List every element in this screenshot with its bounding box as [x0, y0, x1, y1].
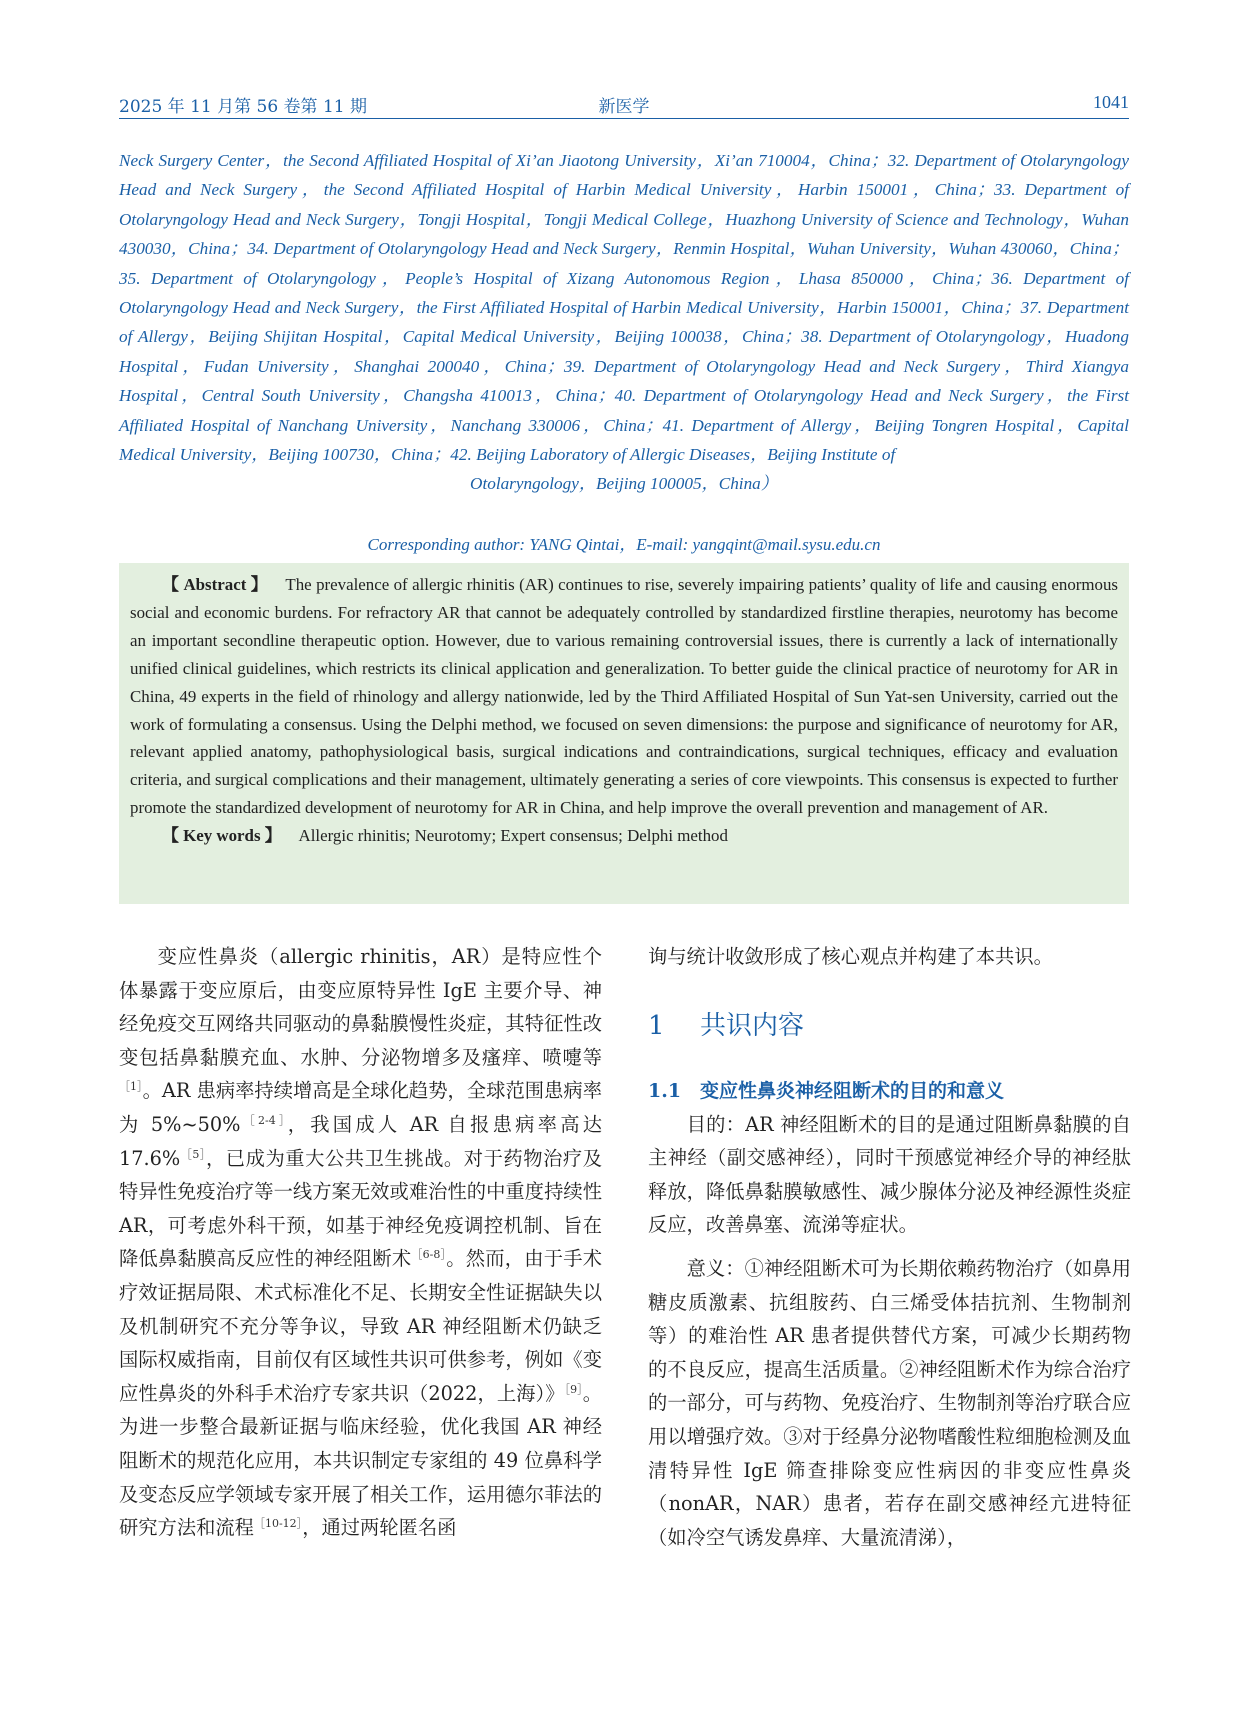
abstract-label: 【 Abstract 】	[162, 575, 268, 594]
abstract-box	[119, 563, 1129, 904]
subsection-title: 变应性鼻炎神经阻断术的目的和意义	[700, 1079, 1005, 1102]
subsection-number: 1.1	[648, 1079, 682, 1102]
significance-paragraph: 意义：①神经阻断术可为长期依赖药物治疗（如鼻用糖皮质激素、抗组胺药、白三烯受体拮抗剂、生物制剂等）的难治性 AR 患者提供替代方案，可减少长期药物的不良反应，提高生活质量。②神经阻断术作为综合治疗的一部分，可与药物、免疫治疗、生物制剂等治疗联合应用以增强疗效。③对于经鼻分泌物嗜酸性粒细胞检测及血清特异性 IgE 筛查排除变应性病因的非变应性鼻炎（nonAR，NAR）患者，若存在副交感神经亢进特征（如冷空气诱发鼻痒、大量流清涕），	[648, 1256, 1131, 1549]
subsection-heading	[648, 1074, 1131, 1108]
intro-text-4: ，已成为重大公共卫生挑战。对于药物治疗及特异性免疫治疗等一线方案无效或难治性的中重度持续性 AR，可考虑外科干预，如基于神经免疫调控机制、旨在降低鼻黏膜高反应性的神经阻断术	[119, 1146, 603, 1271]
affiliations-text: Neck Surgery Center，the Second Affiliated Hospital of Xi’an Jiaotong University，Xi’an 710004，China；32. Department of Otolaryngology Head and Neck Surgery，the Second Affiliated Hospital of Harbin Medical University，Harbin 150001，China；33. Department of Otolaryngology Head and Neck Surgery，Tongji Hospital，Tongji Medical College，Huazhong University of Science and Technology，Wuhan 430030，China；34. Department of Otolaryngology Head and Neck Surgery，Renmin Hospital，Wuhan University，Wuhan 430060，China；35. Department of Otolaryngology，People’s Hospital of Xizang Autonomous Region，Lhasa 850000，China；36. Department of Otolaryngology Head and Neck Surgery，the First Affiliated Hospital of Harbin Medical University，Harbin 150001，China；37. Department of Allergy，Beijing Shijitan Hospital，Capital Medical University，Beijing 100038，China；38. Department of Otolaryngology，Huadong Hospital，Fudan University，Shanghai 200040，China；39. Department of Otolaryngology Head and Neck Surgery，Third Xiangya Hospital，Central South University，Changsha 410013，China；40. Department of Otolaryngology Head and Neck Surgery，the First Affiliated Hospital of Nanchang University，Nanchang 330006，China；41. Department of Allergy，Beijing Tongren Hospital，Capital Medical University，Beijing 100730，China；42. Beijing Laboratory of Allergic Diseases，Beijing Institute of	[119, 151, 1129, 465]
intro-text-7: ，通过两轮匿名函	[302, 1516, 457, 1540]
citation-2-4[interactable]: ［2-4］	[240, 1113, 288, 1127]
intro-text-6: 。为进一步整合最新证据与临床经验，优化我国 AR 神经阻断术的规范化应用，本共识制定专家组的 49 位鼻科学及变态反应学领域专家开展了相关工作，运用德尔菲法的研究方法和流程	[119, 1381, 602, 1540]
intro-paragraph	[119, 940, 602, 1545]
keywords-text: Allergic rhinitis; Neurotomy; Expert consensus; Delphi method	[298, 826, 728, 846]
citation-1[interactable]: ［1］	[119, 1080, 143, 1094]
running-header	[119, 88, 1129, 119]
citation-6-8[interactable]: ［6-8］	[411, 1248, 447, 1262]
journal-title: 新医学	[598, 97, 650, 117]
corresponding-author: Corresponding author: YANG Qintai，E-mail: yangqint@mail.sysu.edu.cn	[367, 535, 881, 554]
abstract-paragraph	[130, 571, 1118, 822]
intro-continuation: 询与统计收敛形成了核心观点并构建了本共识。	[648, 945, 1053, 968]
keywords-label: 【 Key words 】	[162, 826, 282, 846]
purpose-paragraph: 目的：AR 神经阻断术的目的是通过阻断鼻黏膜的自主神经（副交感神经），同时干预感觉神经介导的神经肽释放，降低鼻黏膜敏感性、减少腺体分泌及神经源性炎症反应，改善鼻塞、流涕等症状。	[648, 1112, 1131, 1237]
page-number: 1041	[1093, 92, 1129, 112]
body-column-right	[648, 940, 1131, 1554]
intro-text-5: 。然而，由于手术疗效证据局限、术式标准化不足、长期安全性证据缺失以及机制研究不充分等争议，导致 AR 神经阻断术仍缺乏国际权威指南，目前仅有区域性共识可供参考，例如《变应性鼻炎的外科手术治疗专家共识（2022，上海）》	[119, 1247, 603, 1405]
section-title: 共识内容	[700, 1010, 805, 1041]
citation-5[interactable]: ［5］	[180, 1147, 206, 1161]
body-column-left	[119, 940, 602, 1545]
journal-issue: 2025 年 11 月第 56 卷第 11 期	[119, 97, 367, 117]
citation-9[interactable]: ［9］	[564, 1382, 583, 1396]
affiliations	[119, 146, 1129, 499]
citation-10-12[interactable]: ［10-12］	[253, 1517, 303, 1531]
keywords	[130, 822, 1118, 850]
intro-text-2: 。AR 患病率持续增高是全球化趋势，全球范围患病率为 5%~50%	[119, 1079, 602, 1136]
intro-text-3: ，我国成人 AR 自报患病率高达 17.6%	[119, 1112, 602, 1170]
section-heading	[648, 1008, 1131, 1044]
section-number: 1	[648, 1010, 665, 1041]
intro-text-1: 变应性鼻炎（allergic rhinitis，AR）是特应性个体暴露于变应原后，由变应原特异性 IgE 主要介导、神经免疫交互网络共同驱动的鼻黏膜慢性炎症，其特征性改变包括鼻黏膜充血、水肿、分泌物增多及瘙痒、喷嚏等	[119, 945, 602, 1069]
affiliations-last-line: Otolaryngology，Beijing 100005，China）	[470, 474, 778, 494]
abstract-text: The prevalence of allergic rhinitis (AR) continues to rise, severely impairing patients’ quality of life and causing enormous social and economic burdens. For refractory AR that cannot be adequately controlled by standardized firstline therapies, neurotomy has become an important secondline therapeutic option. However, due to various remaining controversial issues, there is currently a lack of internationally unified clinical guidelines, which restricts its clinical application and generalization. To better guide the clinical practice of neurotomy for AR in China, 49 experts in the field of rhinology and allergy nationwide, led by the Third Affiliated Hospital of Sun Yat-sen University, carried out the work of formulating a consensus. Using the Delphi method, we focused on seven dimensions: the purpose and significance of neurotomy for AR, relevant applied anatomy, pathophysiological basis, surgical indications and contraindications, surgical techniques, efficacy and evaluation criteria, and surgical complications and their management, ultimately generating a series of core viewpoints. This consensus is expected to further promote the standardized development of neurotomy for AR in China, and help improve the overall prevention and management of AR.	[130, 575, 1118, 818]
